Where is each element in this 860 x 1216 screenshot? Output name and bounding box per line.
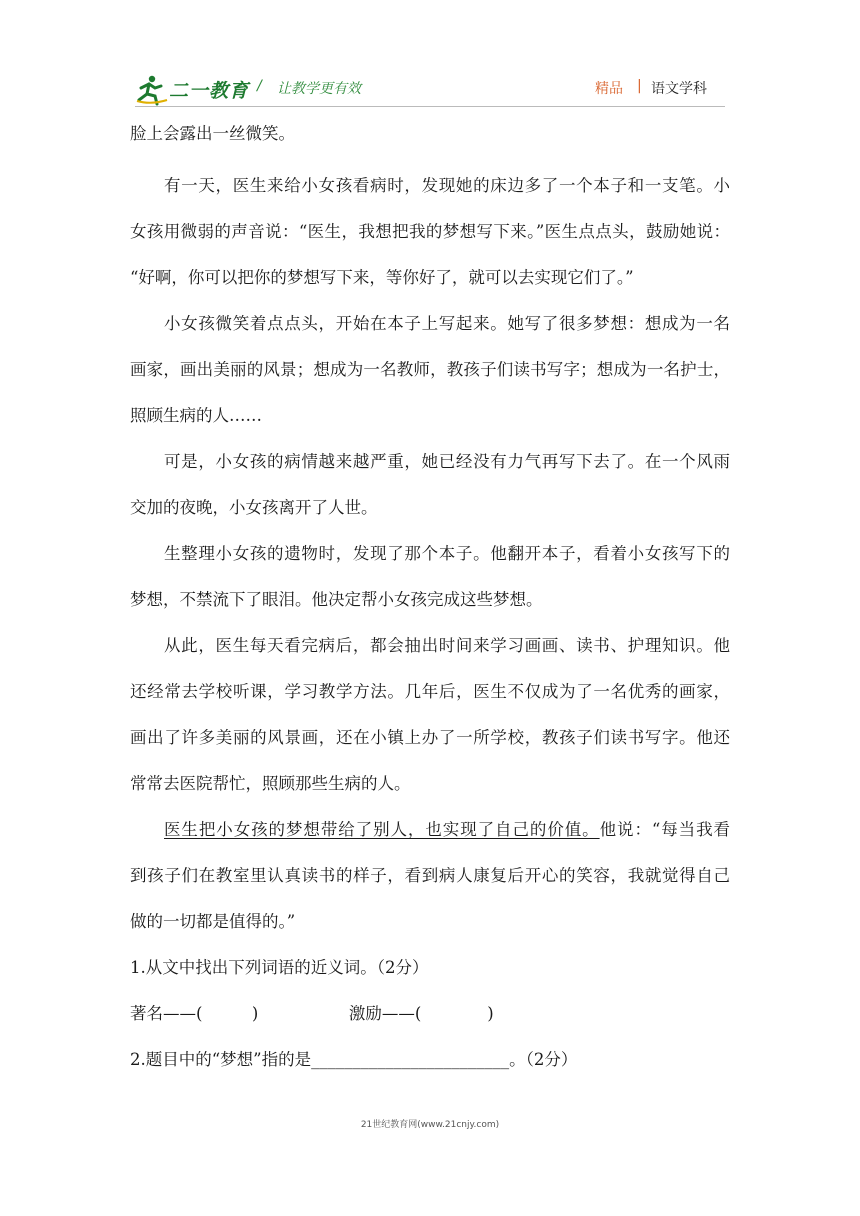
text-line: “好啊，你可以把你的梦想写下来，等你好了，就可以去实现它们了。” [130,268,634,287]
brand-name: 二一教育 [169,80,250,102]
text-line: 梦想，不禁流下了眼泪。他决定帮小女孩完成这些梦想。 [130,590,543,609]
text-line: 交加的夜晚，小女孩离开了人世。 [130,498,378,517]
text-line: 有一天，医生来给小女孩看病时，发现她的床边多了一个本子和一支笔。小 [164,176,730,195]
text-line: 还经常去学校听课，学习教学方法。几年后，医生不仅成为了一名优秀的画家， [130,682,730,701]
underlined-sentence: 医生把小女孩的梦想带给了别人，也实现了自己的价值。 [164,820,600,839]
question-1-answers [130,1002,730,1026]
text-line: 生整理小女孩的遗物时，发现了那个本子。他翻开本子，看着小女孩写下的 [164,544,730,563]
header-divider: | [637,78,642,94]
header-rule [135,106,725,107]
question-2: 2.题目中的“梦想”指的是________________________。（2分） [130,1050,578,1069]
question-1: 1.从文中找出下列词语的近义词。（2分） [130,958,429,977]
text-line [130,818,730,842]
text-line: 画家，画出美丽的风景；想成为一名教师，教孩子们读书写字；想成为一名护士， [130,360,730,379]
subject-label: 语文学科 [651,81,707,97]
page-header [135,70,725,110]
brand-slogan: 让教学更有效 [277,81,361,97]
header-slash: / [257,78,262,94]
text-line: 可是，小女孩的病情越来越严重，她已经没有力气再写下去了。在一个风雨 [164,452,730,471]
text-line: 从此，医生每天看完病后，都会抽出时间来学习画画、读书、护理知识。他 [164,636,730,655]
text-line: 画出了许多美丽的风景画，还在小镇上办了一所学校，教孩子们读书写字。他还 [130,728,730,747]
text-line: 做的一切都是值得的。” [130,912,296,931]
answer-blank-famous[interactable]: 著名——( ) [130,1004,259,1023]
text-fragment: 他说：“每当我看 [599,820,731,839]
text-line: 脸上会露出一丝微笑。 [130,124,295,143]
page-footer: 21世纪教育网(www.21cnjy.com) [360,1120,500,1130]
text-line: 到孩子们在教室里认真读书的样子，看到病人康复后开心的笑容，我就觉得自己 [130,866,730,885]
premium-label: 精品 [595,81,623,97]
text-line: 照顾生病的人…… [130,406,262,425]
text-line: 小女孩微笑着点点头，开始在本子上写起来。她写了很多梦想：想成为一名 [164,314,730,333]
text-line: 女孩用微弱的声音说：“医生，我想把我的梦想写下来。”医生点点头，鼓励她说： [130,222,730,241]
answer-blank-encourage[interactable]: 激励——( ) [348,1004,494,1023]
text-line: 常常去医院帮忙，照顾那些生病的人。 [130,774,411,793]
